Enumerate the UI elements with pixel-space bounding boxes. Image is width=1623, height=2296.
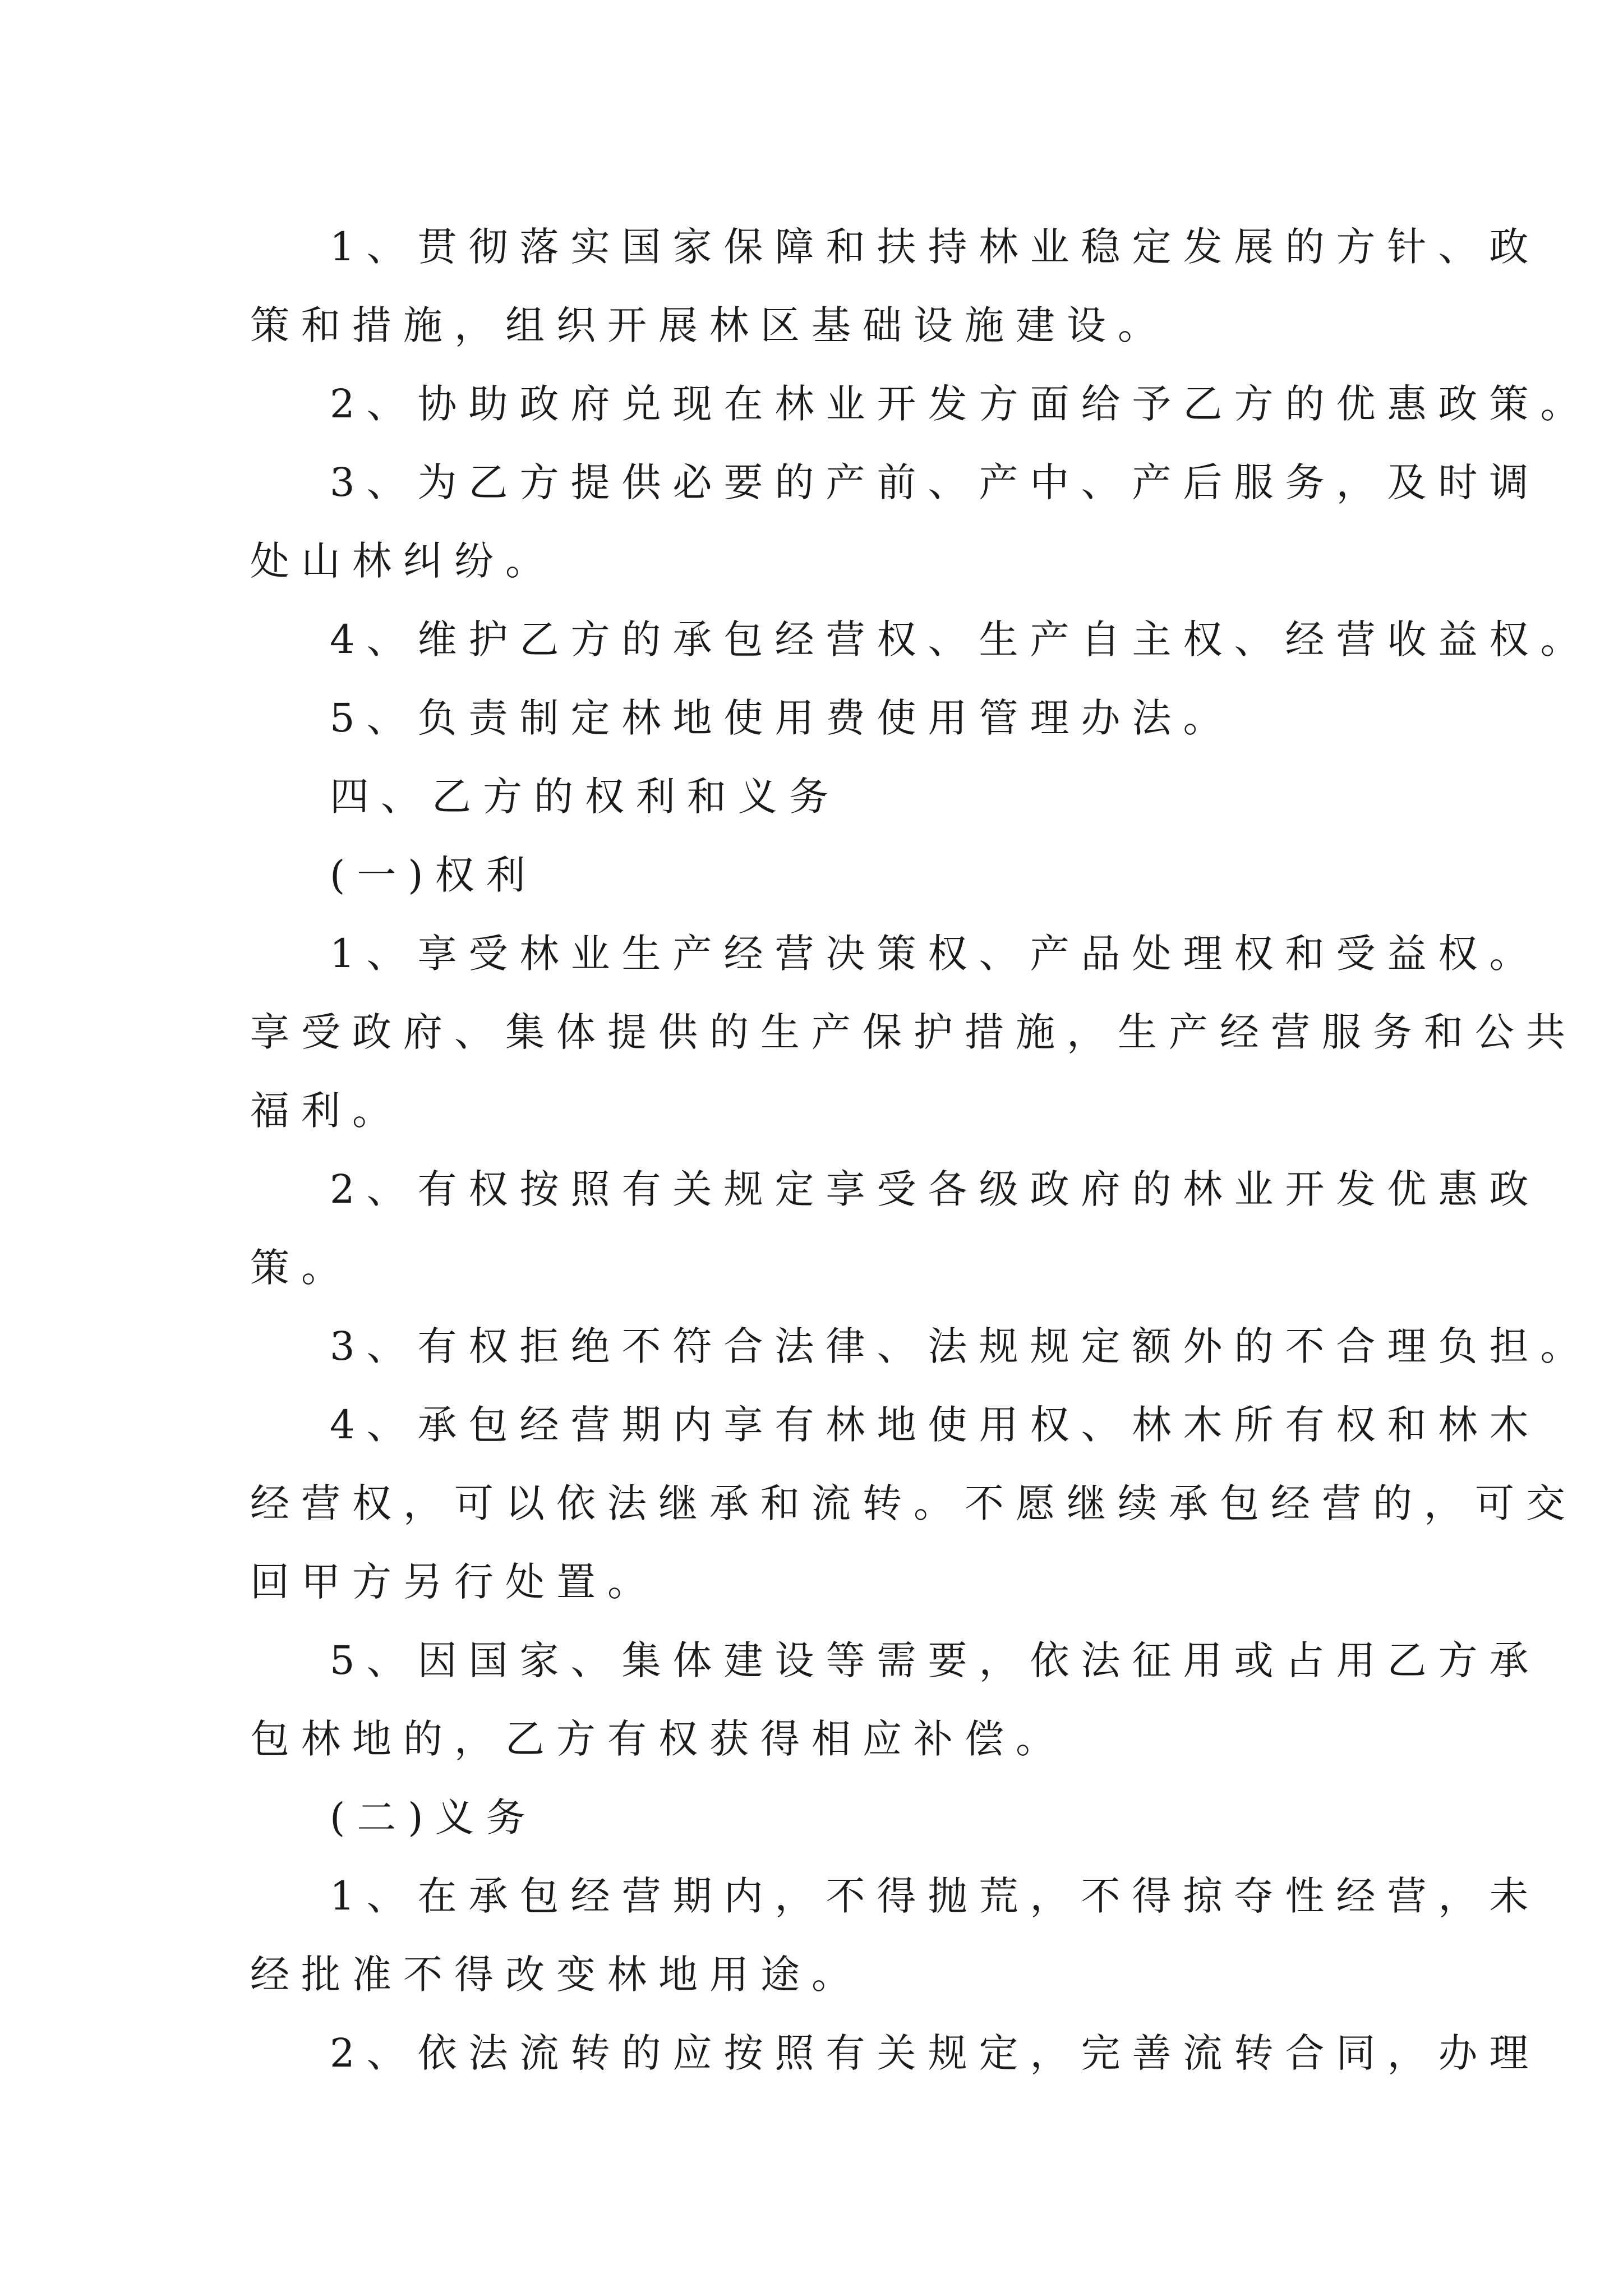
- document-line: 策。: [250, 1245, 352, 1291]
- document-line: 1、贯彻落实国家保障和扶持林业稳定发展的方针、政: [330, 224, 1541, 270]
- document-line: 回甲方另行处置。: [250, 1559, 658, 1605]
- document-line: 4、维护乙方的承包经营权、生产自主权、经营收益权。: [330, 616, 1592, 662]
- document-body: [250, 208, 1592, 2092]
- document-line: 4、承包经营期内享有林地使用权、林木所有权和林木: [330, 1402, 1541, 1448]
- document-line: 处山林纠纷。: [250, 538, 556, 584]
- document-line: 1、享受林业生产经营决策权、产品处理权和受益权。: [330, 931, 1541, 977]
- document-line: (一)权利: [330, 852, 537, 898]
- document-line: 1、在承包经营期内，不得抛荒，不得掠夺性经营，未: [330, 1873, 1541, 1919]
- document-line: 5、负责制定林地使用费使用管理办法。: [330, 695, 1234, 741]
- document-line: 经批准不得改变林地用途。: [250, 1952, 863, 1998]
- document-line: 经营权，可以依法继承和流转。不愿继续承包经营的，可交: [250, 1480, 1577, 1526]
- document-line: 5、因国家、集体建设等需要，依法征用或占用乙方承: [330, 1637, 1541, 1683]
- document-line: 策和措施，组织开展林区基础设施建设。: [250, 302, 1169, 348]
- document-line: 2、依法流转的应按照有关规定，完善流转合同，办理: [330, 2030, 1541, 2076]
- document-line: 享受政府、集体提供的生产保护措施，生产经营服务和公共: [250, 1009, 1577, 1055]
- document-line: 四、乙方的权利和义务: [330, 774, 840, 820]
- document-line: 福利。: [250, 1088, 403, 1134]
- document-line: 包林地的，乙方有权获得相应补偿。: [250, 1716, 1067, 1762]
- document-line: 3、有权拒绝不符合法律、法规规定额外的不合理负担。: [330, 1323, 1592, 1369]
- document-line: (二)义务: [330, 1795, 537, 1841]
- document-line: 3、为乙方提供必要的产前、产中、产后服务，及时调: [330, 459, 1541, 505]
- document-line: 2、协助政府兑现在林业开发方面给予乙方的优惠政策。: [330, 381, 1592, 427]
- document-line: 2、有权按照有关规定享受各级政府的林业开发优惠政: [330, 1166, 1541, 1212]
